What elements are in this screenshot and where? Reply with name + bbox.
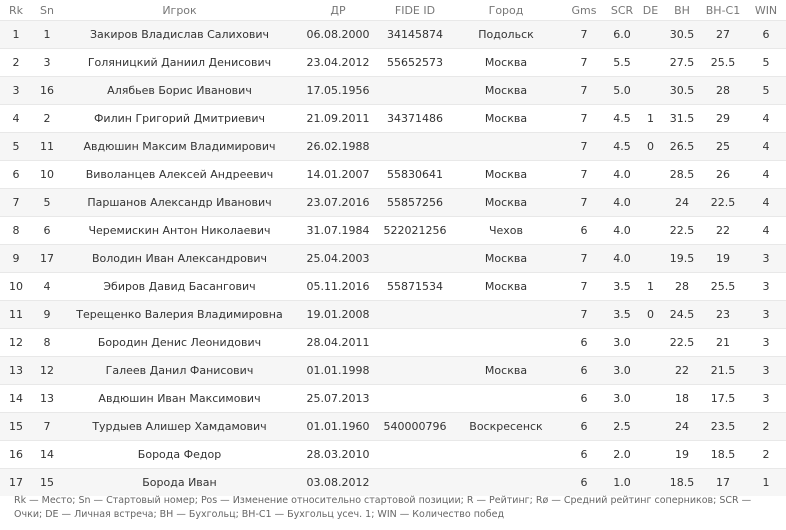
cell-bhc1: 21.5	[700, 357, 746, 385]
cell-win: 3	[746, 385, 786, 413]
cell-bh: 19.5	[664, 245, 700, 273]
cell-bhc1: 18.5	[700, 441, 746, 469]
cell-gms: 6	[561, 385, 607, 413]
cell-scr: 4.0	[607, 161, 637, 189]
cell-win: 4	[746, 133, 786, 161]
cell-name: Алябьев Борис Иванович	[62, 77, 297, 105]
cell-de	[637, 469, 664, 497]
cell-sn: 9	[32, 301, 62, 329]
cell-win: 3	[746, 329, 786, 357]
cell-gms: 7	[561, 133, 607, 161]
cell-sn: 14	[32, 441, 62, 469]
cell-sn: 8	[32, 329, 62, 357]
cell-de: 0	[637, 133, 664, 161]
cell-win: 6	[746, 21, 786, 49]
column-header-dob[interactable]: ДР	[330, 3, 346, 17]
cell-sn: 2	[32, 105, 62, 133]
cell-name: Терещенко Валерия Владимировна	[62, 301, 297, 329]
cell-bh: 22.5	[664, 217, 700, 245]
cell-sn: 16	[32, 77, 62, 105]
header-row	[0, 0, 786, 21]
table-row	[0, 133, 786, 161]
cell-dob: 28.04.2011	[297, 329, 379, 357]
cell-name: Турдыев Алишер Хамдамович	[62, 413, 297, 441]
cell-de	[637, 161, 664, 189]
cell-rk: 15	[0, 413, 32, 441]
cell-bhc1: 23.5	[700, 413, 746, 441]
cell-fide: 34145874	[379, 21, 451, 49]
cell-rk: 7	[0, 189, 32, 217]
cell-scr: 4.0	[607, 245, 637, 273]
cell-dob: 25.04.2003	[297, 245, 379, 273]
cell-bhc1: 23	[700, 301, 746, 329]
table-row	[0, 49, 786, 77]
cell-fide: 55830641	[379, 161, 451, 189]
table-row	[0, 245, 786, 273]
cell-de	[637, 413, 664, 441]
cell-bhc1: 27	[700, 21, 746, 49]
cell-city: Москва	[451, 273, 561, 301]
cell-dob: 23.07.2016	[297, 189, 379, 217]
cell-dob: 31.07.1984	[297, 217, 379, 245]
cell-fide: 55857256	[379, 189, 451, 217]
cell-city	[451, 469, 561, 497]
cell-win: 5	[746, 49, 786, 77]
cell-gms: 6	[561, 441, 607, 469]
cell-scr: 3.5	[607, 301, 637, 329]
cell-dob: 14.01.2007	[297, 161, 379, 189]
column-header-gms[interactable]: Gms	[571, 3, 597, 17]
cell-city: Москва	[451, 189, 561, 217]
cell-gms: 7	[561, 161, 607, 189]
cell-city: Воскресенск	[451, 413, 561, 441]
cell-sn: 1	[32, 21, 62, 49]
cell-name: Борода Иван	[62, 469, 297, 497]
cell-fide	[379, 245, 451, 273]
cell-dob: 28.03.2010	[297, 441, 379, 469]
cell-sn: 5	[32, 189, 62, 217]
cell-win: 3	[746, 301, 786, 329]
cell-gms: 7	[561, 105, 607, 133]
table-row	[0, 273, 786, 301]
cell-name: Филин Григорий Дмитриевич	[62, 105, 297, 133]
cell-gms: 7	[561, 301, 607, 329]
cell-sn: 3	[32, 49, 62, 77]
table-row	[0, 161, 786, 189]
cell-rk: 11	[0, 301, 32, 329]
cell-sn: 15	[32, 469, 62, 497]
cell-bhc1: 26	[700, 161, 746, 189]
cell-rk: 10	[0, 273, 32, 301]
cell-bhc1: 28	[700, 77, 746, 105]
cell-dob: 01.01.1960	[297, 413, 379, 441]
cell-name: Авдюшин Иван Максимович	[62, 385, 297, 413]
cell-rk: 1	[0, 21, 32, 49]
cell-name: Бородин Денис Леонидович	[62, 329, 297, 357]
cell-dob: 17.05.1956	[297, 77, 379, 105]
table-row	[0, 357, 786, 385]
cell-bhc1: 29	[700, 105, 746, 133]
cell-fide	[379, 357, 451, 385]
cell-bhc1: 17	[700, 469, 746, 497]
cell-bh: 24.5	[664, 301, 700, 329]
cell-rk: 8	[0, 217, 32, 245]
cell-name: Голяницкий Даниил Денисович	[62, 49, 297, 77]
table-row	[0, 413, 786, 441]
cell-scr: 1.0	[607, 469, 637, 497]
cell-city: Чехов	[451, 217, 561, 245]
cell-dob: 03.08.2012	[297, 469, 379, 497]
table-row	[0, 441, 786, 469]
cell-name: Володин Иван Александрович	[62, 245, 297, 273]
cell-city	[451, 385, 561, 413]
table-body	[0, 21, 786, 497]
cell-bh: 24	[664, 413, 700, 441]
cell-de: 0	[637, 301, 664, 329]
cell-city: Москва	[451, 105, 561, 133]
column-header-scr[interactable]: SCR	[610, 3, 634, 17]
cell-bh: 31.5	[664, 105, 700, 133]
cell-fide	[379, 385, 451, 413]
cell-de: 1	[637, 273, 664, 301]
cell-bhc1: 17.5	[700, 385, 746, 413]
cell-scr: 3.0	[607, 357, 637, 385]
table-row	[0, 77, 786, 105]
cell-dob: 19.01.2008	[297, 301, 379, 329]
cell-de	[637, 441, 664, 469]
cell-city	[451, 301, 561, 329]
column-header-sn[interactable]: Sn	[40, 3, 54, 17]
cell-dob: 26.02.1988	[297, 133, 379, 161]
cell-sn: 6	[32, 217, 62, 245]
cell-fide	[379, 301, 451, 329]
cell-bhc1: 25	[700, 133, 746, 161]
cell-scr: 4.0	[607, 217, 637, 245]
cell-bh: 28.5	[664, 161, 700, 189]
cell-gms: 7	[561, 189, 607, 217]
legend-footnote: Rk — Место; Sn — Стартовый номер; Pos — Изменение относительно стартовой позиции; R — Рейтинг; Rø — Средний рейтинг соперников; SCR — Очки; DE — Личная встреча; BH — Бухгольц; BH-C1 — Бухгольц усеч. 1; WIN — Количество побед	[14, 495, 752, 520]
cell-city	[451, 441, 561, 469]
table-row	[0, 189, 786, 217]
column-header-de[interactable]: DE	[642, 3, 659, 17]
cell-city	[451, 329, 561, 357]
cell-bh: 30.5	[664, 21, 700, 49]
cell-city: Москва	[451, 49, 561, 77]
cell-rk: 2	[0, 49, 32, 77]
cell-rk: 4	[0, 105, 32, 133]
cell-scr: 4.0	[607, 189, 637, 217]
cell-bhc1: 22.5	[700, 189, 746, 217]
cell-sn: 4	[32, 273, 62, 301]
cell-bhc1: 21	[700, 329, 746, 357]
cell-scr: 6.0	[607, 21, 637, 49]
cell-rk: 12	[0, 329, 32, 357]
cell-city	[451, 133, 561, 161]
cell-rk: 5	[0, 133, 32, 161]
cell-sn: 11	[32, 133, 62, 161]
cell-dob: 01.01.1998	[297, 357, 379, 385]
cell-bh: 22.5	[664, 329, 700, 357]
cell-de	[637, 357, 664, 385]
cell-fide: 522021256	[379, 217, 451, 245]
cell-dob: 21.09.2011	[297, 105, 379, 133]
cell-name: Паршанов Александр Иванович	[62, 189, 297, 217]
table-row	[0, 329, 786, 357]
cell-de	[637, 189, 664, 217]
cell-name: Виволанцев Алексей Андреевич	[62, 161, 297, 189]
cell-city: Москва	[451, 161, 561, 189]
cell-dob: 06.08.2000	[297, 21, 379, 49]
cell-gms: 6	[561, 469, 607, 497]
cell-dob: 25.07.2013	[297, 385, 379, 413]
cell-city: Подольск	[451, 21, 561, 49]
cell-gms: 7	[561, 273, 607, 301]
cell-rk: 13	[0, 357, 32, 385]
cell-bhc1: 19	[700, 245, 746, 273]
cell-fide	[379, 441, 451, 469]
cell-gms: 6	[561, 413, 607, 441]
column-header-city[interactable]: Город	[488, 3, 524, 17]
column-header-bh[interactable]: BH	[674, 3, 690, 17]
cell-sn: 13	[32, 385, 62, 413]
cell-scr: 3.0	[607, 385, 637, 413]
cell-win: 4	[746, 189, 786, 217]
cell-de	[637, 217, 664, 245]
column-header-bhc1[interactable]: BH-C1	[705, 3, 741, 17]
cell-win: 4	[746, 217, 786, 245]
column-header-win[interactable]: WIN	[754, 3, 778, 17]
cell-win: 1	[746, 469, 786, 497]
cell-name: Эбиров Давид Басангович	[62, 273, 297, 301]
cell-sn: 7	[32, 413, 62, 441]
cell-city: Москва	[451, 77, 561, 105]
cell-win: 3	[746, 273, 786, 301]
cell-name: Черемискин Антон Николаевич	[62, 217, 297, 245]
column-header-rk[interactable]: Rk	[8, 3, 23, 17]
table-row	[0, 217, 786, 245]
cell-bh: 18	[664, 385, 700, 413]
cell-sn: 17	[32, 245, 62, 273]
cell-gms: 7	[561, 245, 607, 273]
cell-sn: 10	[32, 161, 62, 189]
cell-de	[637, 385, 664, 413]
cell-name: Авдюшин Максим Владимирович	[62, 133, 297, 161]
cell-scr: 3.0	[607, 329, 637, 357]
cell-bh: 26.5	[664, 133, 700, 161]
cell-gms: 7	[561, 77, 607, 105]
cell-city: Москва	[451, 245, 561, 273]
cell-rk: 17	[0, 469, 32, 497]
cell-bh: 22	[664, 357, 700, 385]
table-row	[0, 105, 786, 133]
cell-rk: 3	[0, 77, 32, 105]
cell-scr: 5.0	[607, 77, 637, 105]
table-row	[0, 301, 786, 329]
cell-rk: 6	[0, 161, 32, 189]
cell-de	[637, 21, 664, 49]
cell-fide: 55871534	[379, 273, 451, 301]
table-row	[0, 21, 786, 49]
cell-fide	[379, 133, 451, 161]
cell-win: 3	[746, 245, 786, 273]
cell-gms: 7	[561, 21, 607, 49]
cell-sn: 12	[32, 357, 62, 385]
cell-bhc1: 25.5	[700, 273, 746, 301]
cell-city: Москва	[451, 357, 561, 385]
cell-gms: 6	[561, 329, 607, 357]
cell-dob: 23.04.2012	[297, 49, 379, 77]
cell-scr: 3.5	[607, 273, 637, 301]
cell-name: Борода Федор	[62, 441, 297, 469]
cell-name: Галеев Данил Фанисович	[62, 357, 297, 385]
table-row	[0, 469, 786, 497]
cell-scr: 4.5	[607, 105, 637, 133]
column-header-fide[interactable]: FIDE ID	[394, 3, 436, 17]
cell-name: Закиров Владислав Салихович	[62, 21, 297, 49]
table-row	[0, 385, 786, 413]
cell-fide: 55652573	[379, 49, 451, 77]
cell-rk: 9	[0, 245, 32, 273]
cell-gms: 6	[561, 217, 607, 245]
cell-rk: 14	[0, 385, 32, 413]
cell-scr: 4.5	[607, 133, 637, 161]
cell-fide: 34371486	[379, 105, 451, 133]
cell-bh: 28	[664, 273, 700, 301]
cell-de	[637, 49, 664, 77]
cell-gms: 7	[561, 49, 607, 77]
cell-bh: 24	[664, 189, 700, 217]
cell-bhc1: 25.5	[700, 49, 746, 77]
cell-win: 2	[746, 441, 786, 469]
cell-bh: 30.5	[664, 77, 700, 105]
cell-de: 1	[637, 105, 664, 133]
cell-de	[637, 245, 664, 273]
cell-gms: 6	[561, 357, 607, 385]
cell-bh: 19	[664, 441, 700, 469]
cell-fide	[379, 469, 451, 497]
cell-win: 5	[746, 77, 786, 105]
cell-fide	[379, 77, 451, 105]
column-header-name[interactable]: Игрок	[162, 3, 197, 17]
cell-bh: 27.5	[664, 49, 700, 77]
cell-scr: 5.5	[607, 49, 637, 77]
cell-bh: 18.5	[664, 469, 700, 497]
cell-fide: 540000796	[379, 413, 451, 441]
cell-bhc1: 22	[700, 217, 746, 245]
cell-win: 3	[746, 357, 786, 385]
cell-win: 4	[746, 105, 786, 133]
cell-win: 2	[746, 413, 786, 441]
cell-win: 4	[746, 161, 786, 189]
cell-fide	[379, 329, 451, 357]
cell-dob: 05.11.2016	[297, 273, 379, 301]
cell-scr: 2.5	[607, 413, 637, 441]
cell-de	[637, 329, 664, 357]
cell-rk: 16	[0, 441, 32, 469]
cell-scr: 2.0	[607, 441, 637, 469]
cell-de	[637, 77, 664, 105]
